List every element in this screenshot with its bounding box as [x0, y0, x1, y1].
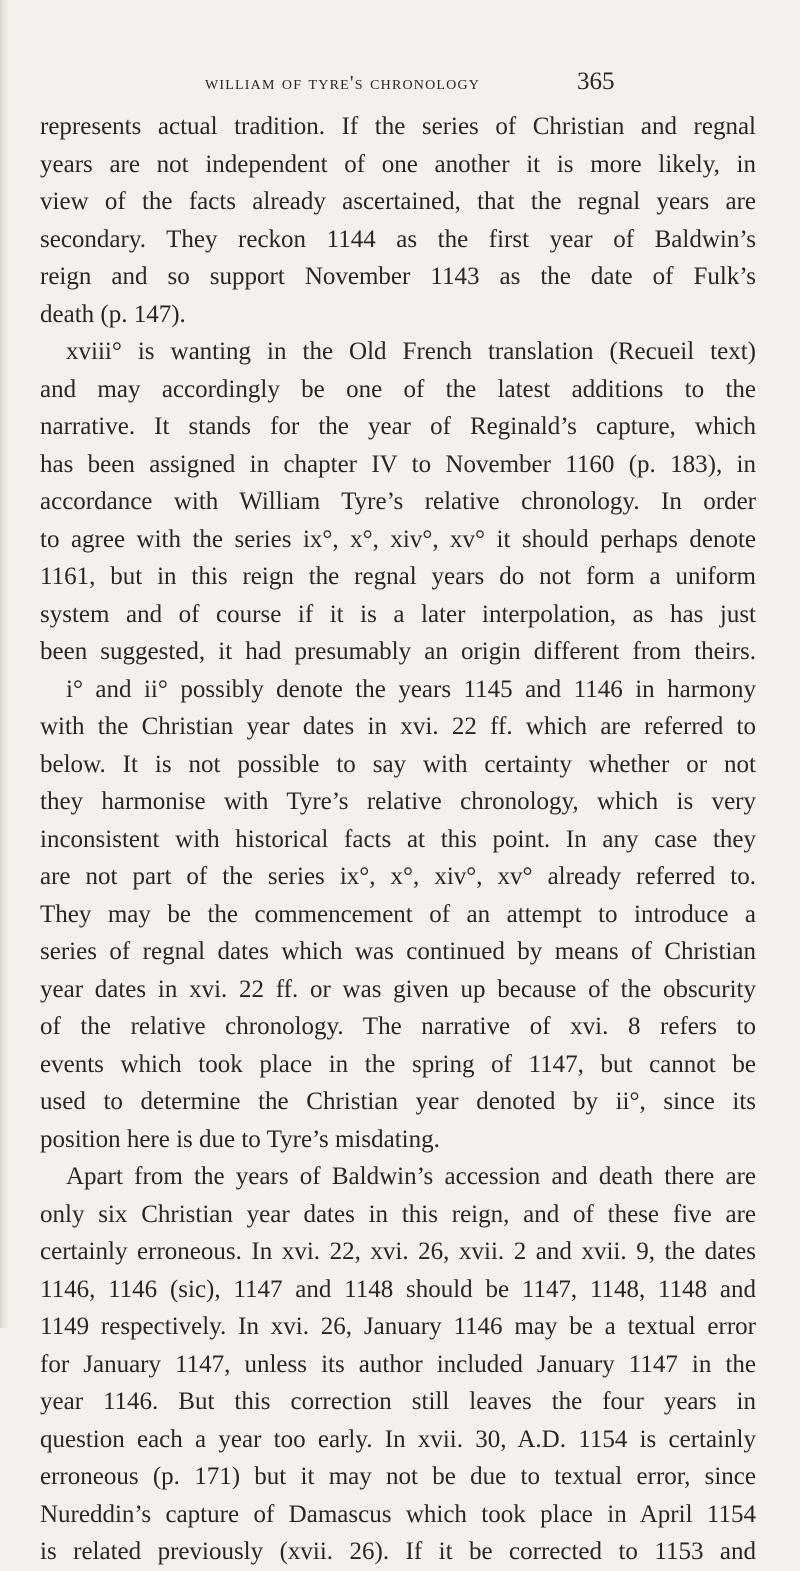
text-line: been suggested, it had presumably an origin different from theirs.: [40, 638, 756, 665]
text-line: reign and so support November 1143 as the date of Fulk’s: [40, 263, 756, 290]
text-line: below. It is not possible to say with certainty whether or not: [40, 750, 756, 778]
text-line: 1161, but in this reign the regnal years do not form a uniform: [40, 563, 756, 590]
text-line: 1146, 1146 (sic), 1147 and 1148 should be 1147, 1148, 1148 and: [40, 1275, 756, 1303]
text-line: year dates in xvi. 22 ff. or was given up because of the obscurity: [40, 975, 756, 1003]
text-line: xviii° is wanting in the Old French translation (Recueil text): [66, 338, 756, 365]
text-line: position here is due to Tyre’s misdating.: [40, 1125, 440, 1153]
text-line: has been assigned in chapter IV to November 1160 (p. 183), in: [40, 450, 756, 478]
text-line: Nureddin’s capture of Damascus which took place in April 1154: [40, 1500, 756, 1528]
text-line: and may accordingly be one of the latest additions to the: [40, 375, 756, 403]
text-line: accordance with William Tyre’s relative chronology. In order: [40, 488, 756, 515]
text-line: year 1146. But this correction still leaves the four years in: [40, 1388, 756, 1415]
text-line: with the Christian year dates in xvi. 22 ff. which are referred to: [40, 713, 756, 740]
text-line: system and of course if it is a later interpolation, as has just: [40, 600, 756, 628]
text-line: They may be the commencement of an attempt to introduce a: [40, 900, 756, 928]
text-line: death (p. 147).: [40, 300, 186, 328]
text-line: series of regnal dates which was continued by means of Christian: [40, 938, 756, 965]
running-title: william of tyre's chronology: [205, 72, 481, 94]
text-line: i° and ii° possibly denote the years 1145 and 1146 in harmony: [66, 675, 756, 703]
page-number: 365: [577, 68, 615, 95]
text-line: view of the facts already ascertained, that the regnal years are: [40, 188, 756, 215]
text-line: represents actual tradition. If the series of Christian and regnal: [40, 113, 756, 140]
text-line: erroneous (p. 171) but it may not be due to textual error, since: [40, 1463, 756, 1490]
text-line: 1149 respectively. In xvi. 26, January 1146 may be a textual error: [40, 1313, 756, 1340]
text-line: narrative. It stands for the year of Reginald’s capture, which: [40, 413, 756, 440]
text-line: years are not independent of one another it is more likely, in: [40, 150, 756, 178]
page-binding-edge: [0, 0, 9, 1328]
text-line: is related previously (xvii. 26). If it be corrected to 1153 and: [40, 1538, 756, 1565]
text-line: of the relative chronology. The narrative of xvi. 8 refers to: [40, 1013, 756, 1040]
text-line: to agree with the series ix°, x°, xiv°, xv° it should perhaps denote: [40, 525, 756, 553]
text-line: used to determine the Christian year denoted by ii°, since its: [40, 1088, 756, 1115]
body-text: [40, 108, 756, 1571]
text-line: question each a year too early. In xvii. 30, A.D. 1154 is certainly: [40, 1425, 756, 1453]
text-line: events which took place in the spring of 1147, but cannot be: [40, 1050, 756, 1078]
text-line: secondary. They reckon 1144 as the first year of Baldwin’s: [40, 225, 756, 253]
text-line: for January 1147, unless its author included January 1147 in the: [40, 1350, 756, 1378]
text-line: Apart from the years of Baldwin’s accession and death there are: [66, 1163, 756, 1190]
text-line: they harmonise with Tyre’s relative chronology, which is very: [40, 788, 756, 815]
text-line: are not part of the series ix°, x°, xiv°, xv° already referred to.: [40, 863, 756, 890]
text-line: inconsistent with historical facts at this point. In any case they: [40, 825, 756, 853]
text-line: certainly erroneous. In xvi. 22, xvi. 26, xvii. 2 and xvii. 9, the dates: [40, 1238, 756, 1265]
text-line: only six Christian year dates in this reign, and of these five are: [40, 1200, 756, 1228]
